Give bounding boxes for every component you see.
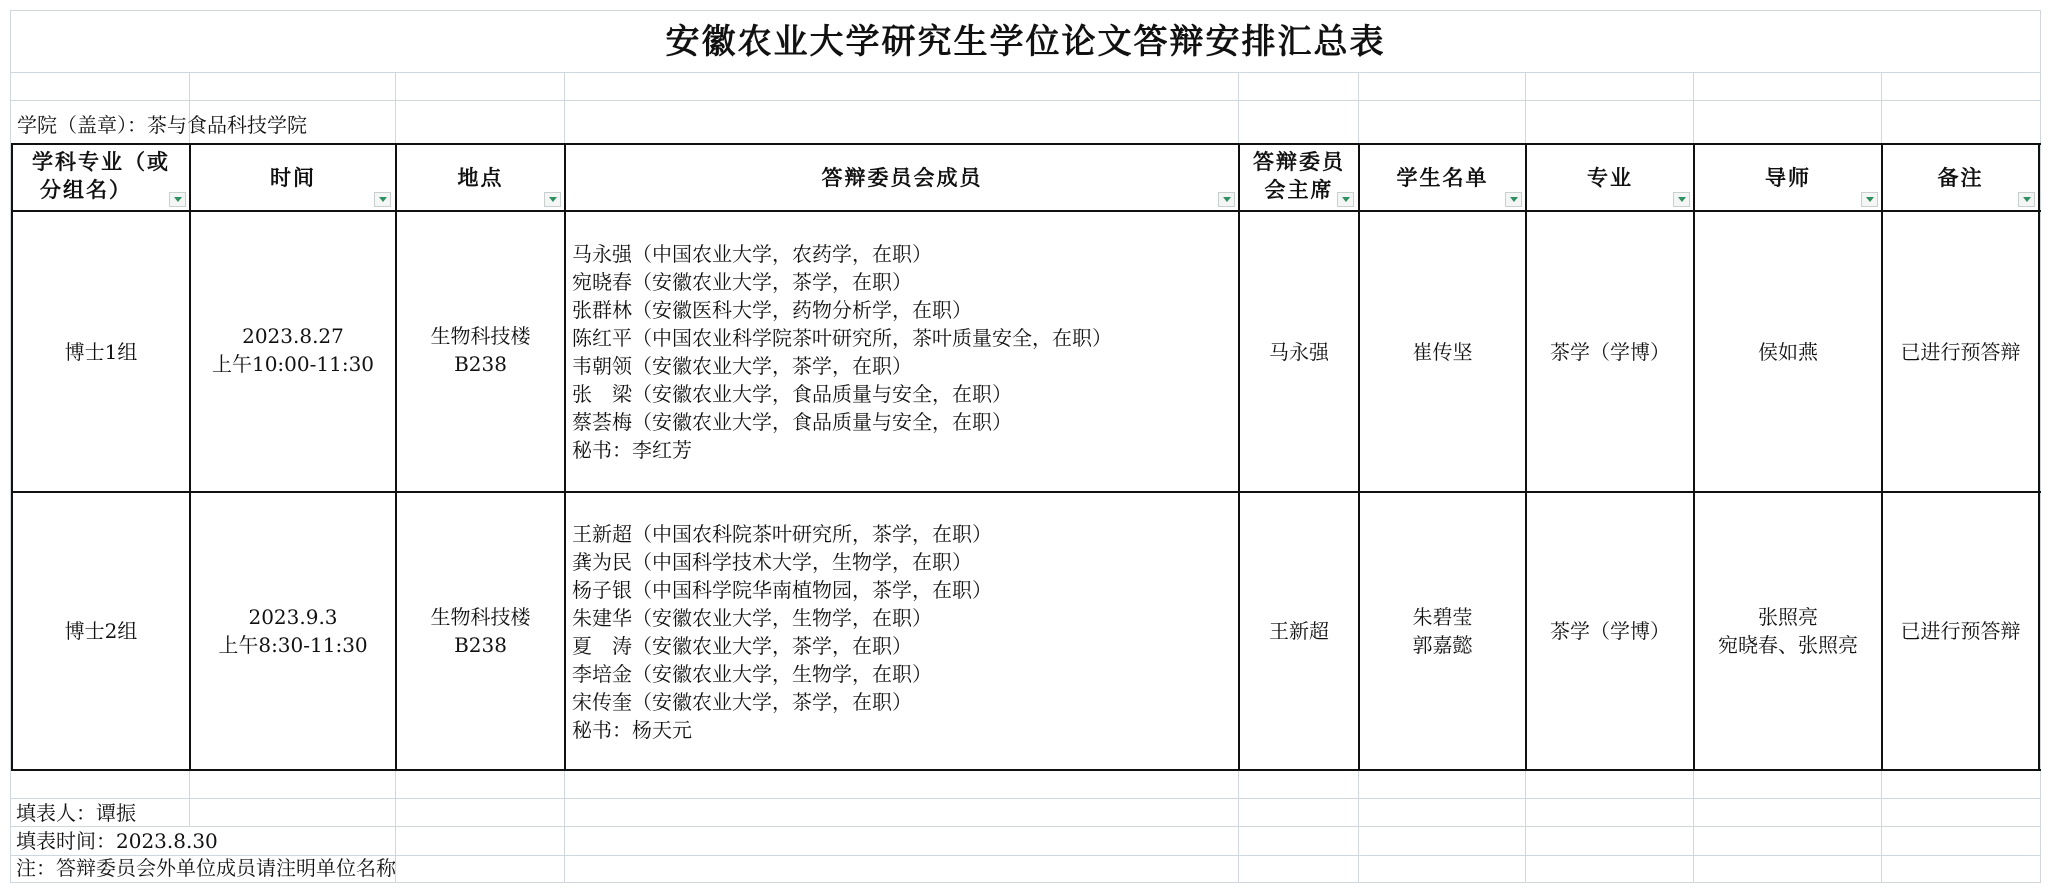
member-line: 马永强（中国农业大学，农药学，在职） xyxy=(572,242,932,266)
filter-dropdown-button[interactable] xyxy=(1673,192,1690,207)
row2-advisor: 张照亮 xyxy=(1758,605,1818,629)
filter-dropdown-button[interactable] xyxy=(1861,192,1878,207)
header-place: 地点 xyxy=(457,164,504,190)
row2-student: 郭嘉懿 xyxy=(1412,633,1473,657)
row1-advisor: 侯如燕 xyxy=(1758,339,1818,364)
member-line: 秘书：李红芳 xyxy=(572,438,692,462)
row2-place-line2: B238 xyxy=(454,633,507,657)
row1-speciality: 茶学（学博） xyxy=(1550,339,1670,364)
row1-time xyxy=(191,212,395,491)
member-line: 夏 涛（安徽农业大学，茶学，在职） xyxy=(572,634,912,658)
row1-date: 2023.8.27 xyxy=(242,324,344,348)
row1-place-line1: 生物科技楼 xyxy=(430,324,531,348)
row1-members xyxy=(566,238,1238,478)
member-line: 王新超（中国农科院茶叶研究所，茶学，在职） xyxy=(572,522,992,546)
header-remark: 备注 xyxy=(1937,164,1984,190)
table-border xyxy=(2038,143,2040,771)
member-line: 陈红平（中国农业科学院茶叶研究所，茶叶质量安全，在职） xyxy=(572,326,1112,350)
header-time: 时间 xyxy=(270,164,316,190)
header-members: 答辩委员会成员 xyxy=(821,164,983,190)
row2-advisor: 宛晓春、张照亮 xyxy=(1718,633,1858,657)
row2-speciality: 茶学（学博） xyxy=(1550,619,1670,643)
grid-line xyxy=(1238,770,1239,883)
header-major-line1: 学科专业（或 xyxy=(32,149,170,174)
grid-line xyxy=(564,770,565,883)
filter-dropdown-button[interactable] xyxy=(1505,192,1522,207)
header-major xyxy=(13,148,189,208)
filter-dropdown-button[interactable] xyxy=(1337,192,1354,207)
row1-group: 博士1组 xyxy=(64,339,138,364)
filter-dropdown-button[interactable] xyxy=(169,192,186,207)
row2-advisors xyxy=(1695,493,1881,769)
grid-line xyxy=(189,770,190,826)
table-border xyxy=(11,769,2041,771)
row1-place xyxy=(397,212,564,491)
row2-student: 朱碧莹 xyxy=(1412,605,1473,629)
grid-line xyxy=(10,100,2040,101)
grid-line xyxy=(1358,72,1359,143)
row1-remark: 已进行预答辩 xyxy=(1900,339,2021,364)
member-line: 朱建华（安徽农业大学，生物学，在职） xyxy=(572,606,932,630)
row2-date: 2023.9.3 xyxy=(248,605,338,629)
grid-line xyxy=(1238,72,1239,143)
member-line: 张群林（安徽医科大学，药物分析学，在职） xyxy=(572,298,972,322)
grid-line xyxy=(1358,770,1359,883)
row2-members xyxy=(566,518,1238,758)
row1-place-line2: B238 xyxy=(454,352,507,376)
header-students: 学生名单 xyxy=(1396,164,1489,190)
member-line: 宛晓春（安徽农业大学，茶学，在职） xyxy=(572,270,912,294)
header-advisor: 导师 xyxy=(1765,164,1811,190)
grid-line xyxy=(1693,770,1694,883)
member-line: 蔡荟梅（安徽农业大学，食品质量与安全，在职） xyxy=(572,410,1012,434)
row2-place xyxy=(397,493,564,769)
filter-dropdown-button[interactable] xyxy=(374,192,391,207)
header-chair-line2: 会主席 xyxy=(1264,177,1334,202)
footer-note: 注：答辩委员会外单位成员请注明单位名称 xyxy=(16,856,396,880)
header-major-line2: 分组名） xyxy=(40,177,132,202)
grid-line xyxy=(10,882,2040,883)
grid-line xyxy=(2040,10,2041,883)
row2-time-range: 上午8:30-11:30 xyxy=(218,633,368,657)
college-label: 学院（盖章）：茶与食品科技学院 xyxy=(17,113,307,137)
grid-line xyxy=(10,72,2040,73)
filter-dropdown-button[interactable] xyxy=(1218,192,1235,207)
row1-time-range: 上午10:00-11:30 xyxy=(211,352,375,376)
member-line: 秘书：杨天元 xyxy=(572,718,692,742)
grid-line xyxy=(1693,72,1694,143)
member-line: 宋传奎（安徽农业大学，茶学，在职） xyxy=(572,690,912,714)
grid-line xyxy=(1881,72,1882,143)
filter-dropdown-button[interactable] xyxy=(544,192,561,207)
grid-line xyxy=(1525,72,1526,143)
header-chair-line1: 答辩委员 xyxy=(1253,149,1345,174)
grid-line xyxy=(1881,770,1882,883)
member-line: 龚为民（中国科学技术大学，生物学，在职） xyxy=(572,550,972,574)
footer-filler: 填表人：谭振 xyxy=(16,801,136,825)
row2-students xyxy=(1360,493,1525,769)
grid-line xyxy=(10,826,2040,827)
row2-chair: 王新超 xyxy=(1269,619,1329,643)
member-line: 李培金（安徽农业大学，生物学，在职） xyxy=(572,662,932,686)
filter-dropdown-button[interactable] xyxy=(2018,192,2035,207)
footer-fill-time: 填表时间：2023.8.30 xyxy=(16,829,218,853)
row2-remark: 已进行预答辩 xyxy=(1900,619,2021,643)
member-line: 杨子银（中国科学院华南植物园，茶学，在职） xyxy=(572,578,992,602)
row2-time xyxy=(191,493,395,769)
row2-group: 博士2组 xyxy=(64,619,138,643)
page-title: 安徽农业大学研究生学位论文答辩安排汇总表 xyxy=(665,21,1386,62)
grid-line xyxy=(10,798,2040,799)
grid-line xyxy=(1525,770,1526,883)
member-line: 韦朝领（安徽农业大学，茶学，在职） xyxy=(572,354,912,378)
header-speciality: 专业 xyxy=(1587,164,1633,190)
row2-place-line1: 生物科技楼 xyxy=(430,605,531,629)
member-line: 张 梁（安徽农业大学，食品质量与安全，在职） xyxy=(572,382,1012,406)
row1-chair: 马永强 xyxy=(1269,339,1329,364)
row1-students: 崔传坚 xyxy=(1412,339,1473,364)
